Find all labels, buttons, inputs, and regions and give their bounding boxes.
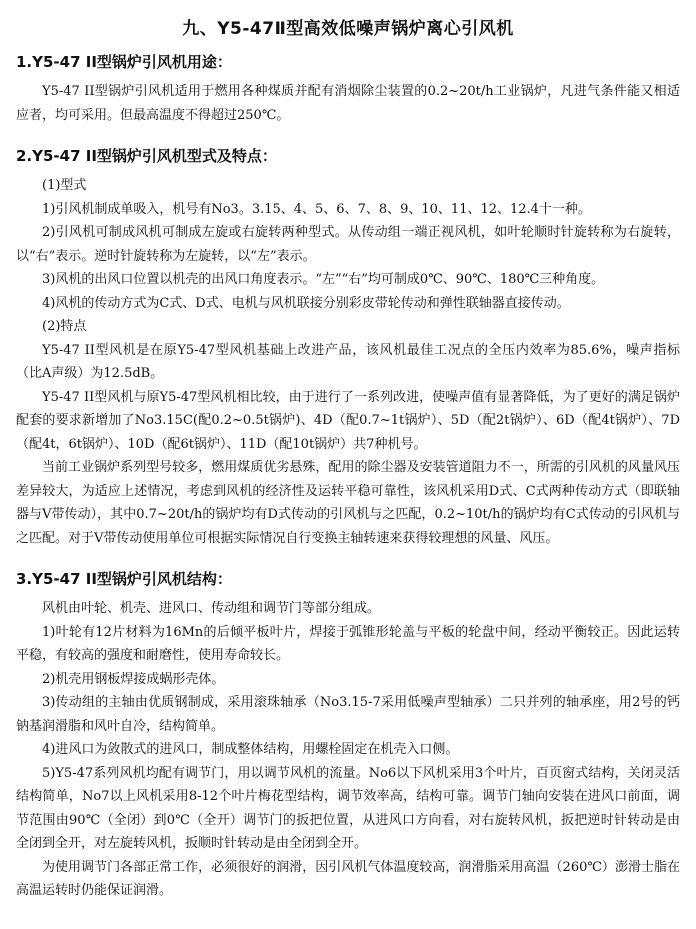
structure-paragraph: 5)Y5-47系列风机均配有调节门，用以调节风机的流量。No6以下风机采用3个叶片，百页窗式结构，关闭灵活结构简单，No7以上风机采用8-12个叶片梅花型结构，调节效率高，结构可靠。调节门轴向安装在进风口前面，调节范围由90℃（全闭）到0℃（全开）调节门的扳把位置，从进风口方向看，对右旋转风机，扳把逆时针转动是由全闭到全开，对左旋转风机，扳顺时针转动是由全闭到全开。 [16,765,680,851]
feature-paragraph: 当前工业锅炉系列型号较多，燃用煤质优劣悬殊，配用的除尘器及安装管道阻力不一，所需的引风机的风量风压差异较大，为适应上述情况，考虑到风机的经济性及运转平稳可靠性，该风机采用D式、C式两种传动方式（即联轴器与V带传动），其中0.7~20t/h的锅炉均有D式传动的引风机与之匹配，0.2~10t/h的锅炉均有C式传动的引风机与之匹配。对于V带传动使用单位可根据实际情况自行变换主轴转速来获得较理想的风量、风压。 [16,460,680,546]
spacer [16,550,680,558]
section-3-heading: 3.Y5-47 II型锅炉引风机结构： [16,570,232,588]
feature-paragraph: Y5-47 II型风机是在原Y5-47型风机基础上改进产品，该风机最佳工况点的全压内效率为85.6%，噪声指标（比A声级）为12.5dB。 [16,342,680,381]
section-2-heading: 2.Y5-47 II型锅炉引风机型式及特点： [16,147,277,165]
section-1-paragraph: Y5-47 II型锅炉引风机适用于燃用各种煤质并配有消烟除尘装置的0.2~20t/h工业锅炉，凡进气条件能又相适应者，均可采用。但最高温度不得超过250℃。 [16,84,680,123]
structure-paragraph: 为使用调节门各部正常工作，必须很好的润滑，因引风机气体温度较高，润滑脂采用高温（260℃）澎滑士脂在高温运转时仍能保证润滑。 [16,859,680,898]
structure-paragraph: 3)传动组的主轴由优质钢制成，采用滚珠轴承（No3.15-7采用低噪声型轴承）二只并列的轴承座，用2号的钙钠基润滑脂和风叶自冷，结构简单。 [16,695,680,734]
feature-label: (2)特点 [42,319,87,334]
structure-paragraph: 4)进风口为敛散式的进风口，制成整体结构，用螺栓固定在机壳入口侧。 [42,742,459,757]
structure-paragraph: 风机由叶轮、机壳、进风口、传动组和调节门等部分组成。 [42,601,381,616]
structure-paragraph: 1)叶轮有12片材料为16Mn的后倾平板叶片，焊接于弧锥形轮盖与平板的轮盘中间，经动平衡较正。因此运转平稳，有较高的强度和耐磨性，使用寿命较长。 [16,624,680,663]
form-item: 2)引风机可制成风机可制成左旋或右旋转两种型式。从传动组一端正视风机，如叶轮顺时针旋转称为右旋转，以“右”表示。逆时针旋转称为左旋转，以“左”表示。 [16,225,680,264]
page-title: 九、Y5-47Ⅱ型高效低噪声锅炉离心引风机 [182,19,514,39]
form-item: 4)风机的传动方式为C式、D式、电机与风机联接分别彩皮带轮传动和弹性联轴器直接传动。 [42,295,570,311]
feature-paragraph: Y5-47 II型风机与原Y5-47型风机相比较，由于进行了一系列改进，使噪声值有显著降低，为了更好的满足锅炉配套的要求新增加了No3.15C(配0.2~0.5t锅炉)、4D（配0.7~1t锅炉）、5D（配2t锅炉）、6D（配4t锅炉）、7D（配4t，6t锅炉）、10D（配6t锅炉）、11D（配10t锅炉）共7种机号。 [16,389,680,452]
structure-paragraph: 2)机壳用钢板焊接成蜗形壳体。 [42,671,225,687]
form-label: (1)型式 [42,178,87,193]
section-1-heading: 1.Y5-47 II型锅炉引风机用途： [16,53,232,71]
form-item: 3)风机的出风口位置以机壳的出风口角度表示。“左”“右”均可制成0℃、90℃、180℃三种角度。 [42,272,605,287]
spacer [16,127,680,135]
form-item: 1)引风机制成单吸入，机号有No3。3.15、4、5、6、7、8、9、10、11、12、12.4十一种。 [42,201,591,217]
